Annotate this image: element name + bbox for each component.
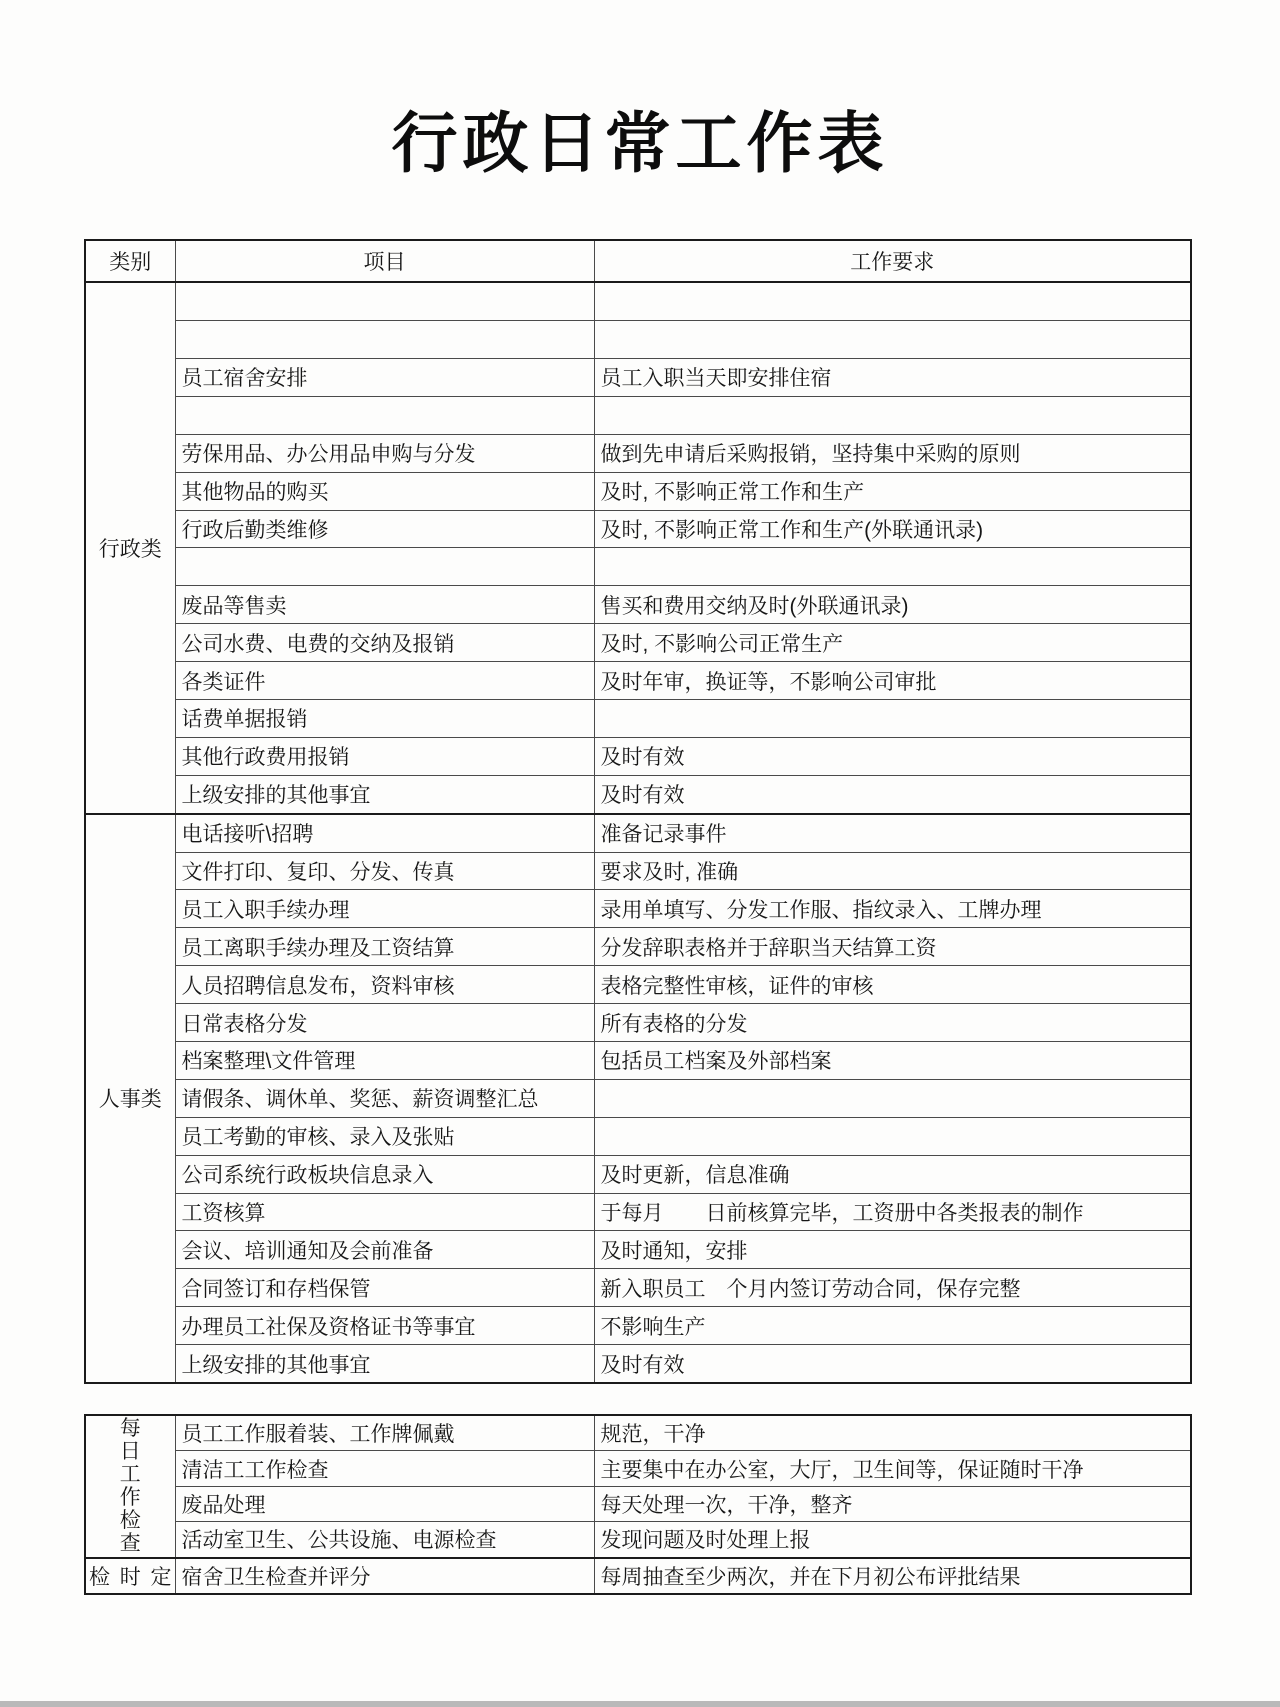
table-row (85, 890, 1191, 928)
requirement-cell: 及时, 不影响正常工作和生产 (594, 472, 1191, 510)
item-cell: 公司水费、电费的交纳及报销 (175, 624, 594, 662)
table-row (85, 282, 1191, 320)
category-cell-scheduled-check: 检 时 定 (85, 1558, 175, 1594)
requirement-cell: 及时有效 (594, 737, 1191, 775)
requirement-cell: 发现问题及时处理上报 (594, 1522, 1191, 1558)
vertical-category-label: 每日工作检查 (119, 1416, 141, 1556)
requirement-cell: 及时有效 (594, 775, 1191, 813)
table-row (85, 1345, 1191, 1383)
item-cell: 员工工作服着装、工作牌佩戴 (175, 1415, 594, 1451)
table-row (85, 510, 1191, 548)
item-cell: 话费单据报销 (175, 699, 594, 737)
item-cell: 合同签订和存档保管 (175, 1269, 594, 1307)
table-row (85, 966, 1191, 1004)
table-row (85, 321, 1191, 359)
item-cell: 电话接听\招聘 (175, 814, 594, 852)
category-cell-administrative: 行政类 (85, 282, 175, 813)
item-cell: 文件打印、复印、分发、传真 (175, 852, 594, 890)
item-cell (175, 321, 594, 359)
item-cell: 上级安排的其他事宜 (175, 1345, 594, 1383)
table-row (85, 1004, 1191, 1042)
requirement-cell (594, 282, 1191, 320)
requirement-cell: 员工入职当天即安排住宿 (594, 358, 1191, 396)
item-cell: 宿舍卫生检查并评分 (175, 1558, 594, 1594)
table-row (85, 699, 1191, 737)
item-cell: 活动室卫生、公共设施、电源检查 (175, 1522, 594, 1558)
item-cell: 员工考勤的审核、录入及张贴 (175, 1117, 594, 1155)
item-cell: 废品处理 (175, 1486, 594, 1521)
item-cell: 其他物品的购买 (175, 472, 594, 510)
requirement-cell: 包括员工档案及外部档案 (594, 1042, 1191, 1080)
requirement-cell: 每天处理一次，干净，整齐 (594, 1486, 1191, 1521)
requirement-cell (594, 548, 1191, 586)
item-cell: 人员招聘信息发布，资料审核 (175, 966, 594, 1004)
requirement-cell: 表格完整性审核，证件的审核 (594, 966, 1191, 1004)
requirement-cell: 及时, 不影响公司正常生产 (594, 624, 1191, 662)
col-header-item: 项目 (175, 240, 594, 282)
table-row (85, 1193, 1191, 1231)
table-row (85, 1231, 1191, 1269)
item-cell: 劳保用品、办公用品申购与分发 (175, 434, 594, 472)
item-cell: 会议、培训通知及会前准备 (175, 1231, 594, 1269)
table-row (85, 814, 1191, 852)
item-cell: 各类证件 (175, 662, 594, 700)
table-row (85, 396, 1191, 434)
item-cell: 档案整理\文件管理 (175, 1042, 594, 1080)
table-row (85, 586, 1191, 624)
requirement-cell: 售买和费用交纳及时(外联通讯录) (594, 586, 1191, 624)
table-row (85, 624, 1191, 662)
item-cell: 公司系统行政板块信息录入 (175, 1155, 594, 1193)
requirement-cell: 及时有效 (594, 1345, 1191, 1383)
col-header-category: 类别 (85, 240, 175, 282)
main-work-table (84, 239, 1192, 1384)
section-personnel (85, 814, 1191, 1383)
section-administrative (85, 282, 1191, 813)
requirement-cell: 及时年审，换证等，不影响公司审批 (594, 662, 1191, 700)
table-row (85, 737, 1191, 775)
item-cell (175, 282, 594, 320)
requirement-cell: 分发辞职表格并于辞职当天结算工资 (594, 928, 1191, 966)
requirement-cell: 不影响生产 (594, 1307, 1191, 1345)
category-cell-daily-check (85, 1415, 175, 1558)
table-row (85, 434, 1191, 472)
requirement-cell: 准备记录事件 (594, 814, 1191, 852)
page-title: 行政日常工作表 (391, 106, 889, 180)
table-row (85, 1451, 1191, 1486)
table-row (85, 662, 1191, 700)
requirement-cell (594, 396, 1191, 434)
item-cell (175, 548, 594, 586)
table-row (85, 852, 1191, 890)
requirement-cell: 录用单填写、分发工作服、指纹录入、工牌办理 (594, 890, 1191, 928)
item-cell: 员工宿舍安排 (175, 358, 594, 396)
photo-bottom-edge (0, 1701, 1280, 1707)
table-row (85, 472, 1191, 510)
section-scheduled-check (85, 1558, 1191, 1594)
table-row (85, 1079, 1191, 1117)
table-row (85, 1155, 1191, 1193)
item-cell: 上级安排的其他事宜 (175, 775, 594, 813)
requirement-cell: 及时通知，安排 (594, 1231, 1191, 1269)
requirement-cell: 每周抽查至少两次，并在下月初公布评批结果 (594, 1558, 1191, 1594)
item-cell: 员工离职手续办理及工资结算 (175, 928, 594, 966)
item-cell: 日常表格分发 (175, 1004, 594, 1042)
requirement-cell: 要求及时, 准确 (594, 852, 1191, 890)
header-row (85, 240, 1191, 282)
item-cell: 废品等售卖 (175, 586, 594, 624)
item-cell: 办理员工社保及资格证书等事宜 (175, 1307, 594, 1345)
table-row (85, 1269, 1191, 1307)
table-row (85, 1522, 1191, 1558)
table-row (85, 358, 1191, 396)
requirement-cell: 及时, 不影响正常工作和生产(外联通讯录) (594, 510, 1191, 548)
item-cell: 清洁工工作检查 (175, 1451, 594, 1486)
requirement-cell: 于每月 日前核算完毕，工资册中各类报表的制作 (594, 1193, 1191, 1231)
requirement-cell (594, 321, 1191, 359)
requirement-cell: 做到先申请后采购报销，坚持集中采购的原则 (594, 434, 1191, 472)
table-row (85, 1415, 1191, 1451)
col-header-requirement: 工作要求 (594, 240, 1191, 282)
item-cell: 其他行政费用报销 (175, 737, 594, 775)
table-row (85, 928, 1191, 966)
requirement-cell: 新入职员工 个月内签订劳动合同，保存完整 (594, 1269, 1191, 1307)
table-row (85, 1558, 1191, 1594)
section-daily-check (85, 1415, 1191, 1558)
table-row (85, 1042, 1191, 1080)
item-cell: 请假条、调休单、奖惩、薪资调整汇总 (175, 1079, 594, 1117)
requirement-cell: 及时更新，信息准确 (594, 1155, 1191, 1193)
requirement-cell (594, 1117, 1191, 1155)
item-cell (175, 396, 594, 434)
requirement-cell (594, 1079, 1191, 1117)
requirement-cell (594, 699, 1191, 737)
daily-check-table (84, 1414, 1192, 1595)
item-cell: 员工入职手续办理 (175, 890, 594, 928)
table-row (85, 1117, 1191, 1155)
table-row (85, 775, 1191, 813)
item-cell: 行政后勤类维修 (175, 510, 594, 548)
item-cell: 工资核算 (175, 1193, 594, 1231)
category-cell-personnel: 人事类 (85, 814, 175, 1383)
table-row (85, 1486, 1191, 1521)
requirement-cell: 所有表格的分发 (594, 1004, 1191, 1042)
requirement-cell: 规范，干净 (594, 1415, 1191, 1451)
table-row (85, 548, 1191, 586)
requirement-cell: 主要集中在办公室，大厅，卫生间等，保证随时干净 (594, 1451, 1191, 1486)
table-row (85, 1307, 1191, 1345)
